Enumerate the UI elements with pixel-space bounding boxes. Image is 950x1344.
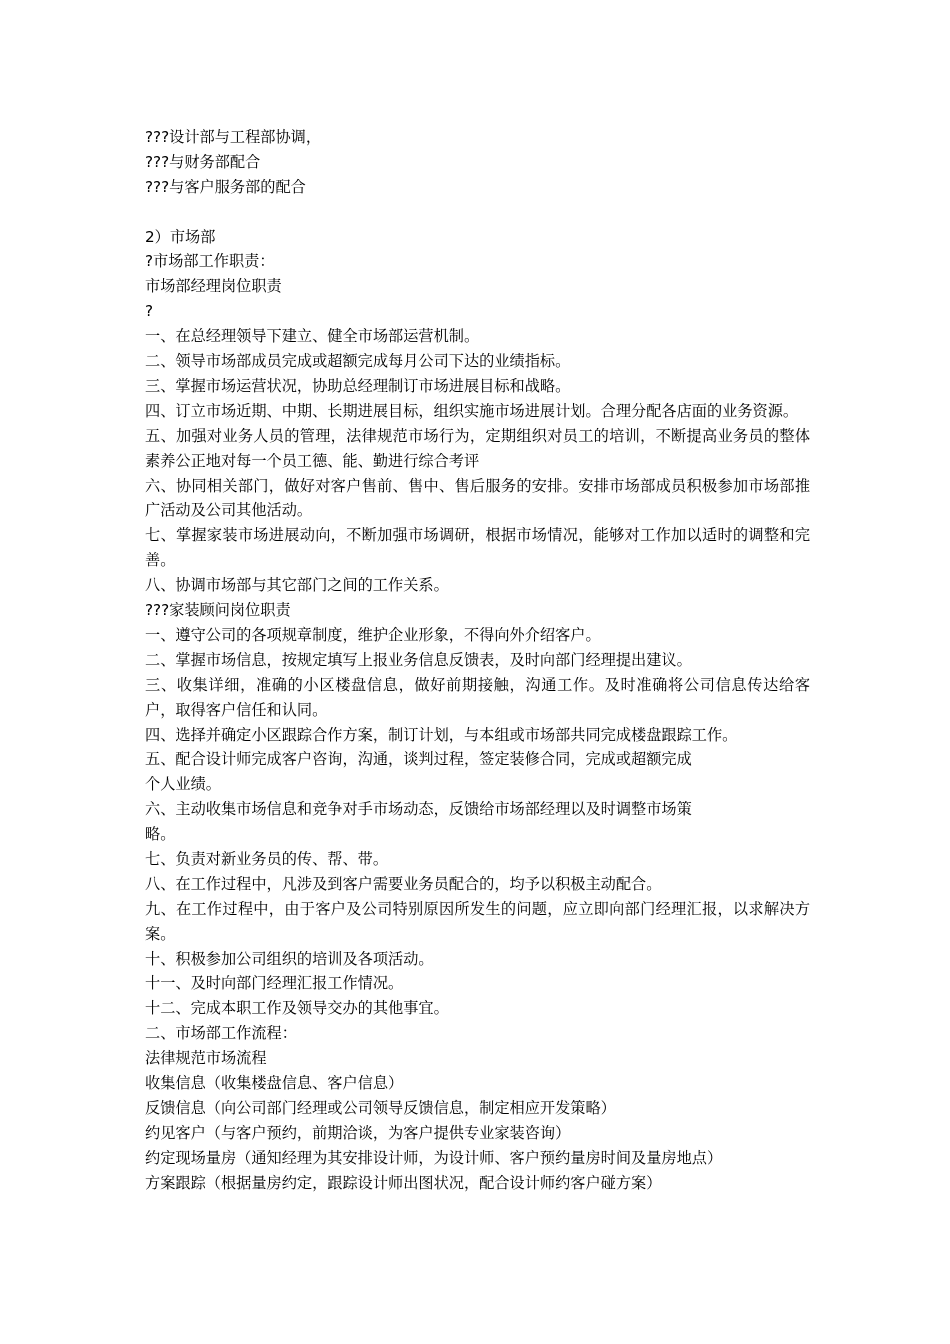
process-step: 约见客户（与客户预约，前期洽谈，为客户提供专业家装咨询） — [145, 1123, 571, 1142]
process-step: 约定现场量房（通知经理为其安排设计师，为设计师、客户预约量房时间及量房地点） — [145, 1148, 723, 1167]
duty-item: 九、在工作过程中，由于客户及公司特别原因所发生的问题，应立即向部门经理汇报，以求解决方案。 — [145, 899, 810, 943]
text-line: ???与财务部配合 — [145, 152, 261, 171]
text-line: 个人业绩。 — [145, 775, 221, 794]
process-step: 反馈信息（向公司部门经理或公司领导反馈信息，制定相应开发策略） — [145, 1098, 616, 1117]
text-line: ???与客户服务部的配合 — [145, 177, 306, 196]
process-step: 方案跟踪（根据量房约定，跟踪设计师出图状况，配合设计师约客户碰方案） — [145, 1173, 662, 1192]
text-line: 略。 — [145, 825, 176, 844]
subsection-heading: 二、市场部工作流程： — [145, 1024, 297, 1043]
duty-item: 三、掌握市场运营状况，协助总经理制订市场进展目标和战略。 — [145, 376, 571, 395]
text-line: ???设计部与工程部协调， — [145, 128, 322, 146]
text-line: ? — [145, 302, 154, 321]
duty-item: 六、协同相关部门，做好对客户售前、售中、售后服务的安排。安排市场部成员积极参加市场部推广活动及公司其他活动。 — [145, 476, 810, 520]
process-step: 收集信息（收集楼盘信息、客户信息） — [145, 1074, 404, 1093]
process-heading: 法律规范市场流程 — [145, 1049, 267, 1068]
duty-item: 四、订立市场近期、中期、长期进展目标，组织实施市场进展计划。合理分配各店面的业务资源。 — [145, 401, 799, 420]
duty-item: 二、领导市场部成员完成或超额完成每月公司下达的业绩指标。 — [145, 352, 571, 371]
blank-line — [145, 200, 810, 225]
duty-item: 十二、完成本职工作及领导交办的其他事宜。 — [145, 999, 449, 1018]
duty-item: 七、掌握家装市场进展动向，不断加强市场调研，根据市场情况，能够对工作加以适时的调整和完善。 — [145, 526, 810, 570]
duty-item: 六、主动收集市场信息和竞争对手市场动态，反馈给市场部经理以及时调整市场策 — [145, 800, 692, 819]
duty-item: 一、在总经理领导下建立、健全市场部运营机制。 — [145, 327, 480, 346]
duty-item: 七、负责对新业务员的传、帮、带。 — [145, 849, 388, 868]
duty-item: 三、收集详细，准确的小区楼盘信息，做好前期接触，沟通工作。及时准确将公司信息传达给客户，取得客户信任和认同。 — [145, 675, 810, 719]
role-heading: ???家装顾问岗位职责 — [145, 601, 291, 620]
duty-item: 八、在工作过程中，凡涉及到客户需要业务员配合的，均予以积极主动配合。 — [145, 874, 662, 893]
duty-item: 四、选择并确定小区跟踪合作方案，制订计划，与本组或市场部共同完成楼盘跟踪工作。 — [145, 725, 738, 744]
duty-item: 八、协调市场部与其它部门之间的工作关系。 — [145, 576, 449, 595]
duty-item: 一、遵守公司的各项规章制度，维护企业形象，不得向外介绍客户。 — [145, 625, 601, 644]
document-body — [145, 125, 810, 1195]
duty-item: 十、积极参加公司组织的培训及各项活动。 — [145, 949, 434, 968]
duty-item: 五、加强对业务人员的管理，法律规范市场行为，定期组织对员工的培训，不断提高业务员的整体素养公正地对每一个员工德、能、勤进行综合考评 — [145, 426, 810, 470]
section-heading: 2）市场部 — [145, 227, 216, 246]
duty-item: 二、掌握市场信息，按规定填写上报业务信息反馈表，及时向部门经理提出建议。 — [145, 650, 692, 669]
duty-item: 五、配合设计师完成客户咨询，沟通，谈判过程，签定装修合同，完成或超额完成 — [145, 750, 692, 769]
role-heading: 市场部经理岗位职责 — [145, 277, 282, 296]
subsection-heading: ?市场部工作职责： — [145, 252, 275, 271]
duty-item: 十一、及时向部门经理汇报工作情况。 — [145, 974, 404, 993]
